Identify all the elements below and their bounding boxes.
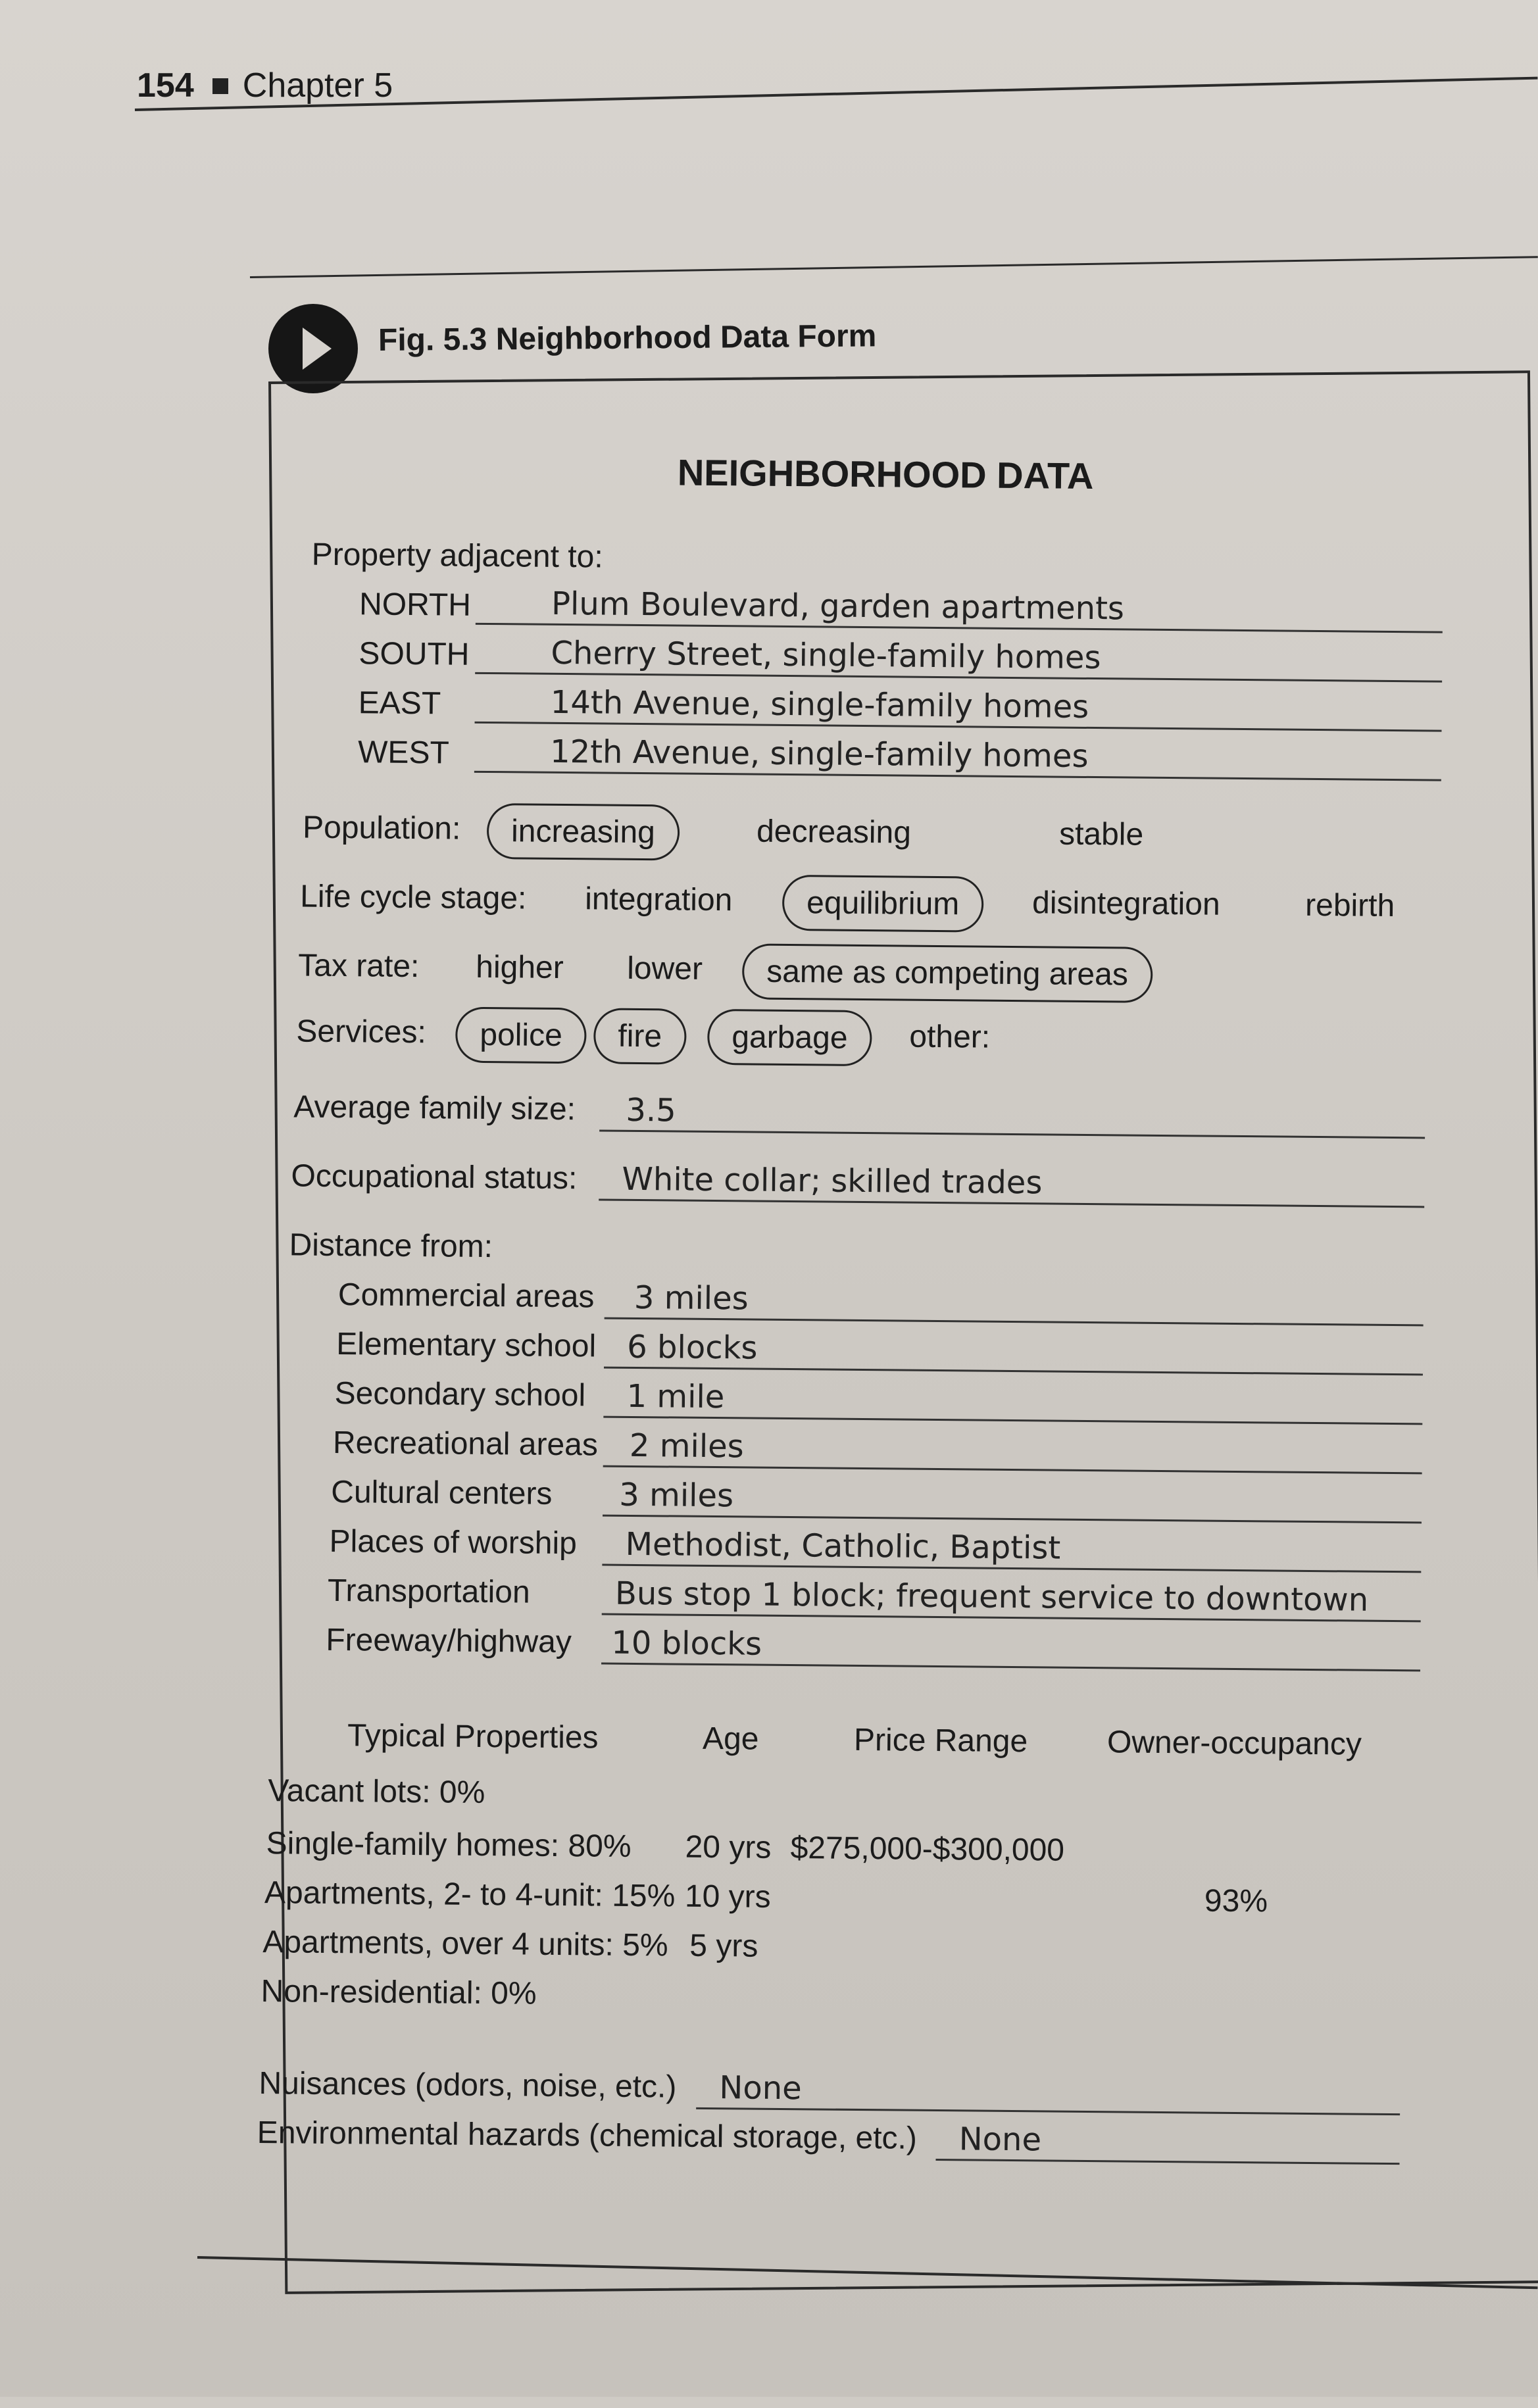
properties-header-age: Age: [702, 1721, 759, 1757]
distance-value-elementary: 6 blocks: [627, 1328, 758, 1367]
nuisances-label: Nuisances (odors, noise, etc.): [259, 2066, 677, 2105]
services-label: Services:: [296, 1014, 427, 1050]
life-cycle-option-integration: integration: [584, 881, 733, 918]
life-cycle-label: Life cycle stage:: [299, 879, 527, 916]
nuisances-line: [696, 2107, 1400, 2115]
distance-label-secondary: Secondary school: [334, 1376, 586, 1413]
distance-label-elementary: Elementary school: [336, 1327, 597, 1364]
properties-header-type: Typical Properties: [347, 1718, 599, 1756]
avg-family-size-label: Average family size:: [293, 1089, 576, 1127]
distance-value-secondary: 1 mile: [626, 1377, 725, 1416]
distance-value-cultural: 3 miles: [619, 1476, 734, 1515]
properties-row-age: 20 yrs: [685, 1829, 772, 1865]
properties-header-price: Price Range: [853, 1722, 1028, 1759]
properties-row-type: Non-residential: 0%: [260, 1974, 537, 2011]
life-cycle-option-equilibrium: equilibrium: [782, 875, 984, 933]
distance-label-transportation: Transportation: [327, 1573, 530, 1610]
distance-label-commercial: Commercial areas: [337, 1277, 595, 1315]
north-value: Plum Boulevard, garden apartments: [551, 585, 1125, 627]
population-option-decreasing: decreasing: [756, 814, 912, 850]
west-value: 12th Avenue, single-family homes: [549, 733, 1089, 775]
properties-row-type: Apartments, over 4 units: 5%: [262, 1925, 668, 1963]
distance-label: Distance from:: [289, 1227, 493, 1265]
distance-line-cultural: [603, 1515, 1422, 1524]
properties-row-type: Single-family homes: 80%: [266, 1826, 632, 1864]
west-label: WEST: [357, 735, 450, 771]
services-option-fire: fire: [593, 1008, 686, 1064]
distance-label-worship: Places of worship: [329, 1523, 578, 1561]
properties-row-price: $275,000-$300,000: [790, 1831, 1065, 1868]
nuisances-value: None: [719, 2069, 802, 2107]
distance-value-commercial: 3 miles: [633, 1279, 749, 1317]
services-option-other: other:: [909, 1019, 991, 1055]
chapter-label: Chapter 5: [242, 66, 393, 105]
life-cycle-option-disintegration: disintegration: [1031, 885, 1220, 922]
page-number: 154: [137, 66, 194, 105]
properties-row-owner: 93%: [1204, 1883, 1268, 1919]
hazards-label: Environmental hazards (chemical storage, etc.): [257, 2115, 918, 2156]
avg-family-size-value: 3.5: [626, 1091, 676, 1129]
adjacent-label: Property adjacent to:: [311, 537, 603, 575]
distance-value-worship: Methodist, Catholic, Baptist: [625, 1525, 1061, 1567]
properties-row-age: 10 yrs: [684, 1879, 771, 1915]
form-title: NEIGHBORHOOD DATA: [677, 451, 1094, 497]
distance-label-cultural: Cultural centers: [331, 1474, 553, 1511]
services-option-police: police: [455, 1007, 587, 1064]
south-value: Cherry Street, single-family homes: [551, 634, 1101, 677]
north-label: NORTH: [359, 587, 472, 623]
occupational-status-label: Occupational status:: [291, 1158, 578, 1196]
hazards-line: [935, 2159, 1399, 2165]
tax-rate-option-same: same as competing areas: [742, 943, 1153, 1002]
hazards-value: None: [958, 2121, 1042, 2159]
properties-row-type: Apartments, 2- to 4-unit: 15%: [264, 1875, 676, 1914]
distance-line-secondary: [603, 1416, 1422, 1425]
distance-label-freeway: Freeway/highway: [326, 1622, 572, 1660]
south-label: SOUTH: [359, 636, 470, 672]
tax-rate-label: Tax rate:: [298, 948, 420, 985]
life-cycle-option-rebirth: rebirth: [1304, 887, 1395, 924]
tax-rate-option-higher: higher: [476, 949, 564, 986]
distance-value-recreational: 2 miles: [629, 1427, 744, 1465]
tax-rate-option-lower: lower: [627, 950, 703, 987]
occupational-status-value: White collar; skilled trades: [622, 1160, 1043, 1202]
distance-value-transportation: Bus stop 1 block; frequent service to downtown: [614, 1575, 1369, 1619]
distance-value-freeway: 10 blocks: [611, 1624, 762, 1663]
services-option-garbage: garbage: [707, 1009, 872, 1066]
properties-row-age: 5 yrs: [689, 1928, 758, 1964]
east-label: EAST: [358, 685, 441, 722]
properties-header-owner: Owner-occupancy: [1106, 1725, 1362, 1762]
distance-line-elementary: [604, 1367, 1423, 1376]
distance-label-recreational: Recreational areas: [332, 1425, 599, 1463]
population-option-stable: stable: [1058, 816, 1144, 852]
population-option-increasing: increasing: [487, 803, 680, 861]
figure-caption: Fig. 5.3 Neighborhood Data Form: [378, 318, 877, 358]
distance-line-freeway: [601, 1663, 1420, 1672]
distance-line-commercial: [605, 1317, 1424, 1327]
population-label: Population:: [302, 810, 461, 847]
properties-row-type: Vacant lots: 0%: [268, 1773, 485, 1811]
east-value: 14th Avenue, single-family homes: [550, 683, 1089, 725]
distance-line-recreational: [603, 1465, 1422, 1475]
avg-family-size-line: [599, 1129, 1425, 1139]
